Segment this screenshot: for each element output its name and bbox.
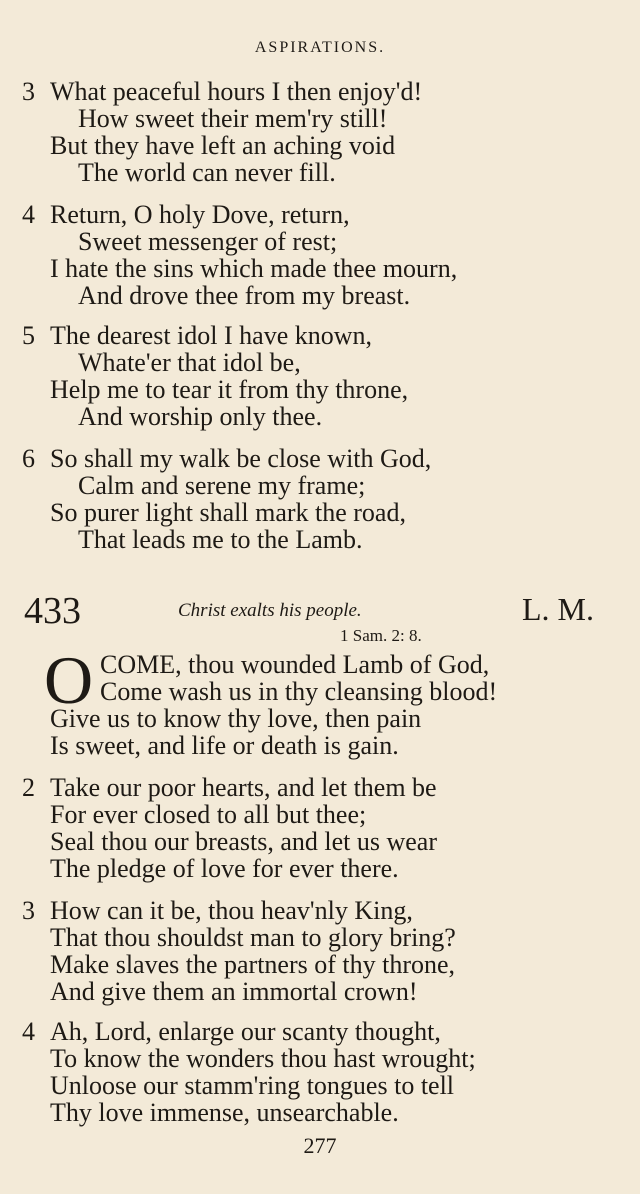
verse-line: Whate'er that idol be, [78,348,301,377]
stanza-number: 5 [22,321,35,350]
verse-line: The world can never fill. [78,158,336,187]
verse-line: The pledge of love for ever there. [50,854,399,883]
verse-line: And give them an immortal crown! [50,977,418,1006]
verse-line: So purer light shall mark the road, [50,498,406,527]
verse-line: How sweet their mem'ry still! [78,104,388,133]
stanza-number: 4 [22,1017,35,1046]
verse-line: I hate the sins which made thee mourn, [50,254,458,283]
stanza-number: 3 [22,77,35,106]
verse-line: COME, thou wounded Lamb of God, [100,650,490,679]
verse-line: Give us to know thy love, then pain [50,704,422,733]
hymn-number: 433 [24,590,81,632]
verse-line: To know the wonders thou hast wrought; [50,1044,476,1073]
verse-line: Seal thou our breasts, and let us wear [50,827,438,856]
verse-line: Thy love immense, unsearchable. [50,1098,399,1127]
verse-line: That thou shouldst man to glory bring? [50,923,456,952]
verse-line: Is sweet, and life or death is gain. [50,731,399,760]
verse-line: But they have left an aching void [50,131,396,160]
verse-line: So shall my walk be close with God, [50,444,432,473]
verse-line: Take our poor hearts, and let them be [50,773,437,802]
verse-line: That leads me to the Lamb. [78,525,363,554]
verse-line: How can it be, thou heav'nly King, [50,896,413,925]
verse-line: Come wash us in thy cleansing blood! [100,677,498,706]
verse-line: Help me to tear it from thy throne, [50,375,409,404]
page-number: 277 [303,1133,337,1158]
verse-line: Ah, Lord, enlarge our scanty thought, [50,1017,441,1046]
verse-line: And drove thee from my breast. [78,281,411,310]
scripture-reference: 1 Sam. 2: 8. [340,626,422,645]
verse-line: Make slaves the partners of thy throne, [50,950,456,979]
verse-line: Return, O holy Dove, return, [50,200,350,229]
hymn-meter: L. M. [522,591,594,627]
hymn-title: Christ exalts his people. [178,600,362,621]
drop-cap: O [44,642,94,718]
stanza-number: 4 [22,200,35,229]
running-head: ASPIRATIONS. [254,39,386,56]
stanza-number: 6 [22,444,35,473]
stanza-number: 3 [22,896,35,925]
verse-line: Calm and serene my frame; [78,471,366,500]
verse-line: For ever closed to all but thee; [50,800,367,829]
verse-line: Sweet messenger of rest; [78,227,338,256]
verse-line: The dearest idol I have known, [50,321,373,350]
verse-line: And worship only thee. [78,402,323,431]
verse-line: What peaceful hours I then enjoy'd! [50,77,423,106]
verse-line: Unloose our stamm'ring tongues to tell [50,1071,455,1100]
stanza-number: 2 [22,773,35,802]
